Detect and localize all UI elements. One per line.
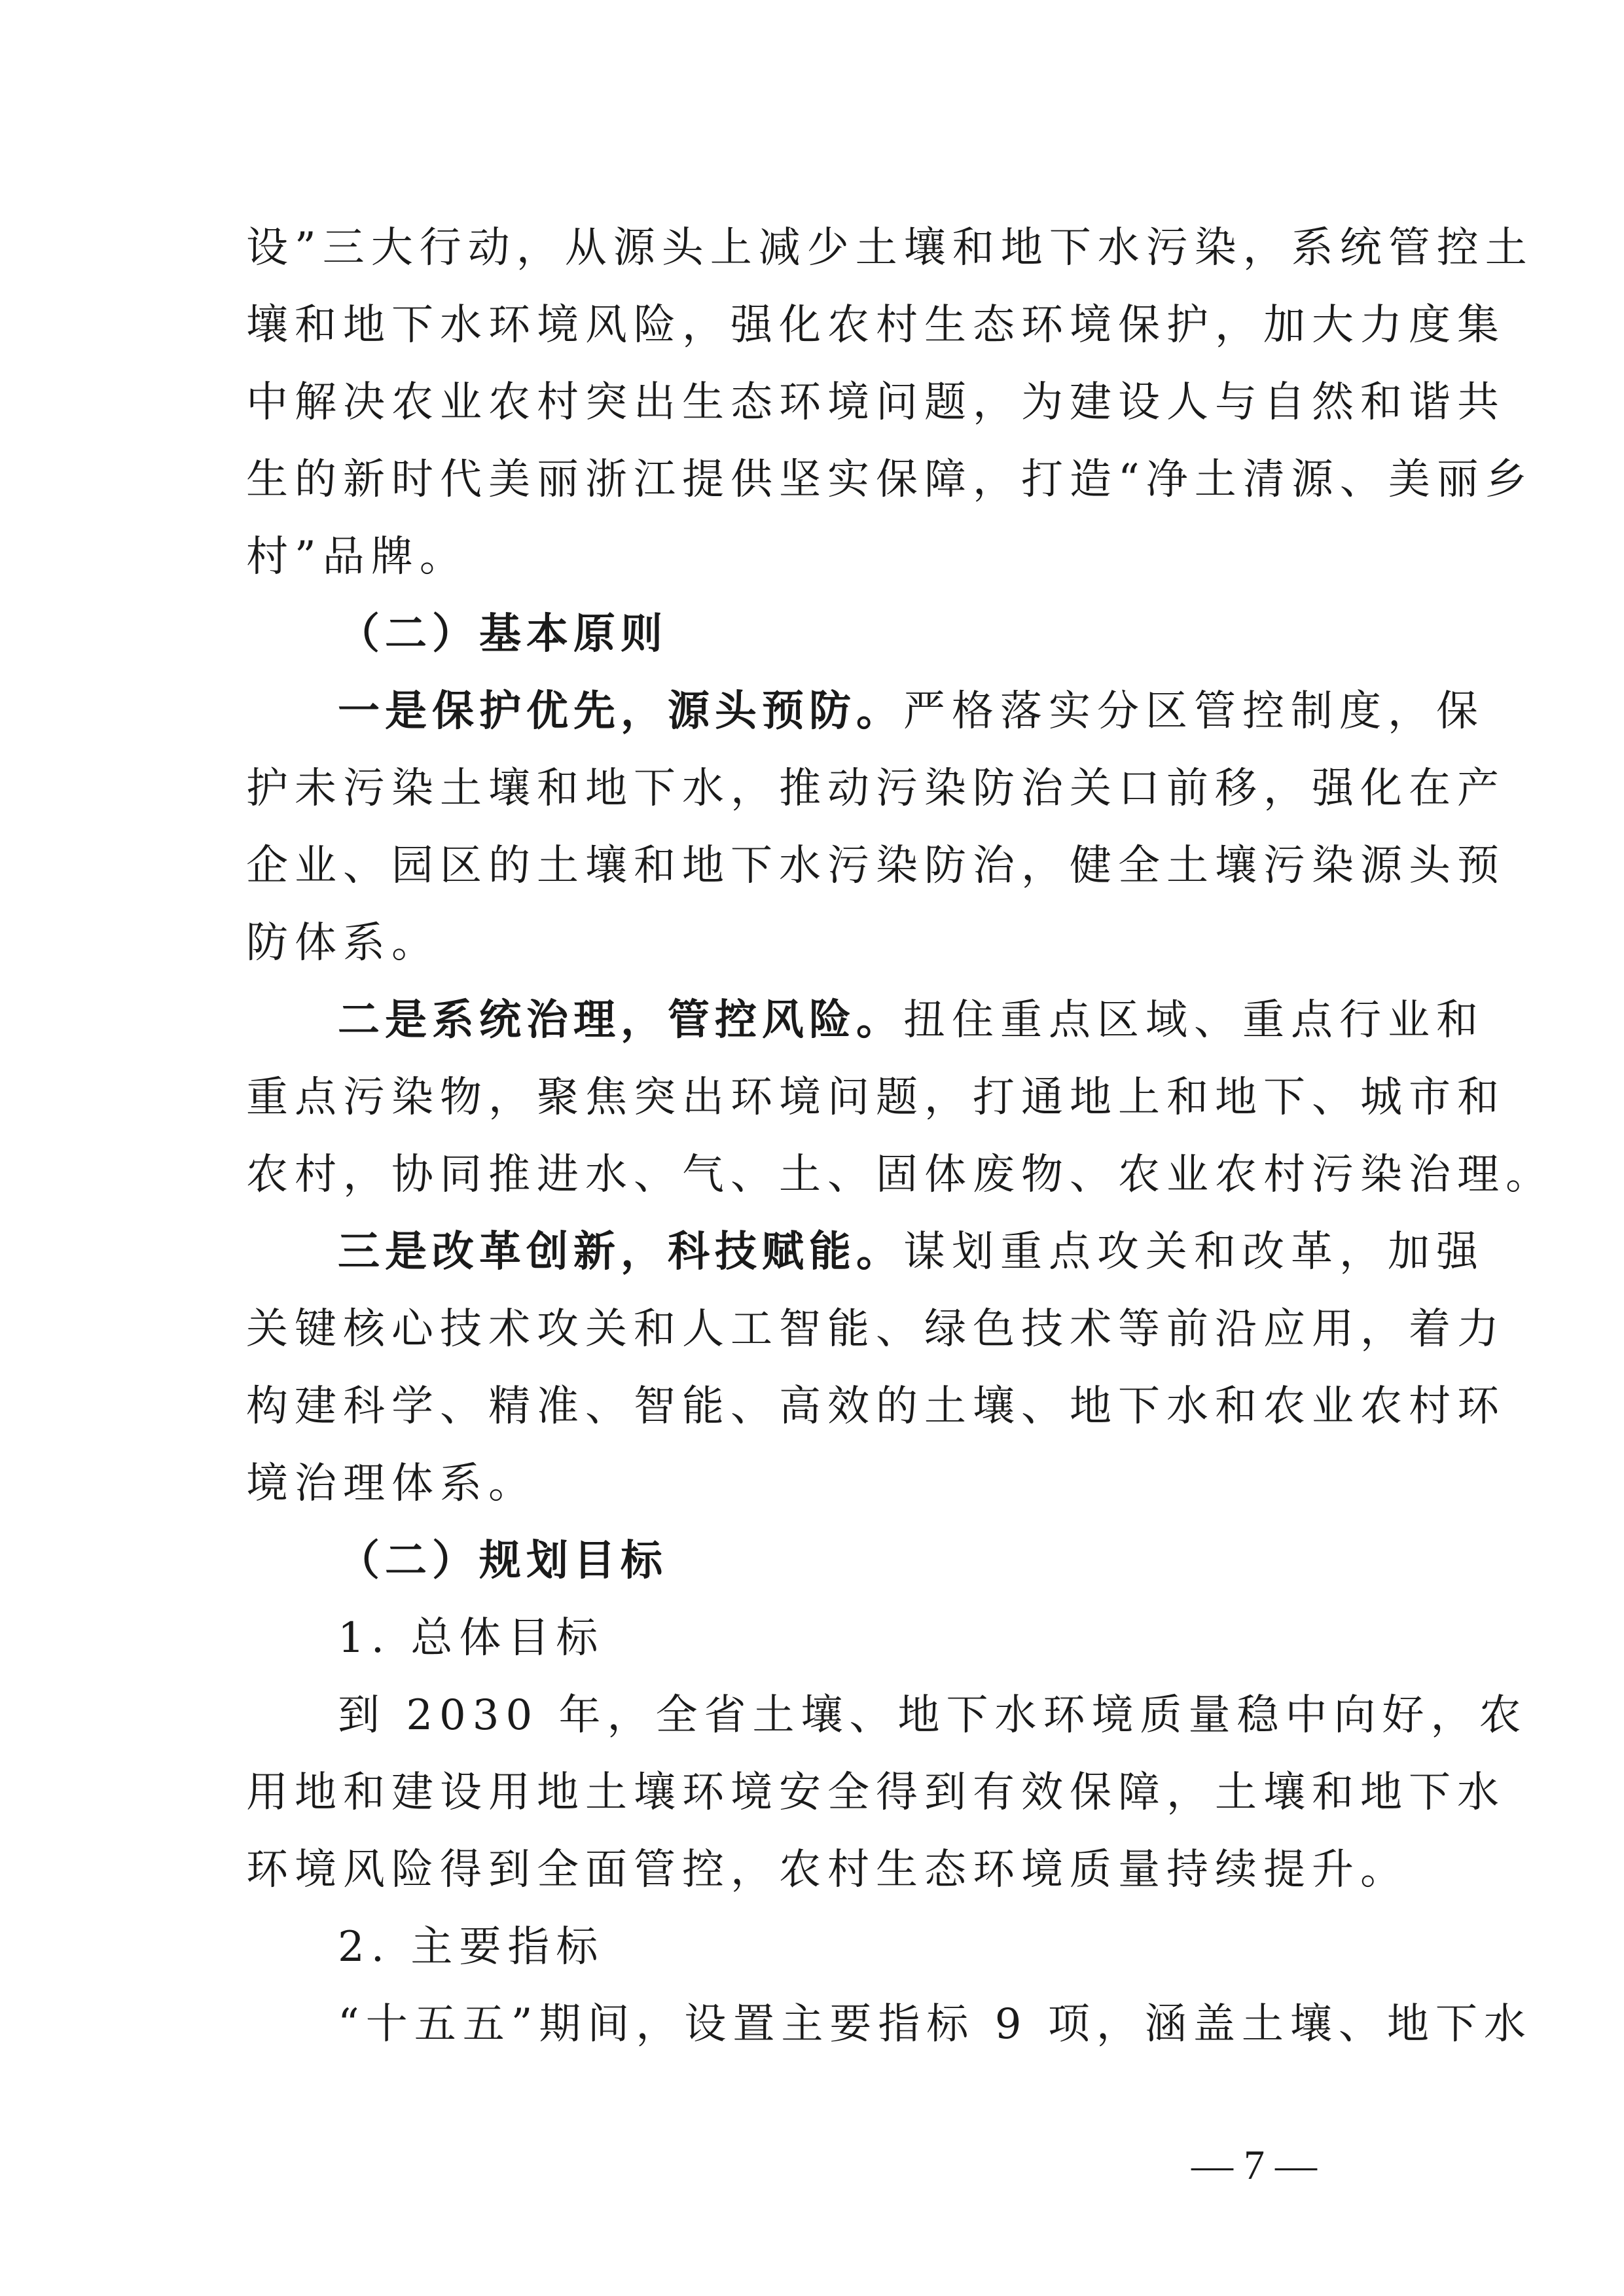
principle-paragraph [246, 982, 1485, 1059]
body-line: 企业、园区的土壤和地下水污染防治，健全土壤污染源头预 [246, 842, 1506, 890]
body-line: 重点污染物，聚焦突出环境问题，打通地上和地下、城市和 [246, 1073, 1506, 1122]
body-line: “十五五”期间，设置主要指标 9 项，涵盖土壤、地下水 [338, 2000, 1532, 2049]
document-body [246, 209, 1554, 2063]
principle-lead: 三是改革创新，科技赋能。 [338, 1228, 903, 1276]
body-line: 关键核心技术攻关和人工智能、绿色技术等前沿应用，着力 [246, 1305, 1506, 1354]
principle-text: 严格落实分区管控制度，保 [903, 687, 1485, 736]
goal-heading-indicators: 2. 主要指标 [338, 1923, 605, 1971]
body-line: 到 2030 年，全省土壤、地下水环境质量稳中向好，农 [338, 1691, 1528, 1740]
body-line: 中解决农业农村突出生态环境问题，为建设人与自然和谐共 [246, 378, 1506, 427]
body-line: 村”品牌。 [246, 533, 468, 581]
principle-text: 谋划重点攻关和改革，加强 [903, 1228, 1485, 1276]
body-line: 设”三大行动，从源头上减少土壤和地下水污染，系统管控土 [246, 224, 1534, 272]
principle-text: 扭住重点区域、重点行业和 [903, 996, 1485, 1045]
section-heading-principles: （二）基本原则 [338, 610, 668, 658]
body-line: 农村，协同推进水、气、土、固体废物、农业农村污染治理。 [246, 1151, 1554, 1199]
body-line: 构建科学、精准、智能、高效的土壤、地下水和农业农村环 [246, 1382, 1506, 1431]
body-line: 壤和地下水环境风险，强化农村生态环境保护，加大力度集 [246, 301, 1506, 350]
body-line: 境治理体系。 [246, 1460, 537, 1508]
principle-paragraph [246, 673, 1485, 750]
body-line: 生的新时代美丽浙江提供坚实保障，打造“净土清源、美丽乡 [246, 456, 1534, 504]
body-line: 护未污染土壤和地下水，推动污染防治关口前移，强化在产 [246, 764, 1506, 813]
principle-lead: 二是系统治理，管控风险。 [338, 996, 903, 1045]
principle-paragraph [246, 1213, 1485, 1291]
body-line: 用地和建设用地土壤环境安全得到有效保障，土壤和地下水 [246, 1768, 1506, 1817]
body-line: 防体系。 [246, 919, 440, 967]
section-heading-goals: （二）规划目标 [338, 1537, 668, 1585]
goal-heading-overall: 1. 总体目标 [338, 1614, 605, 1662]
page-number: — 7 — [1191, 2142, 1317, 2188]
body-line: 环境风险得到全面管控，农村生态环境质量持续提升。 [246, 1846, 1409, 1894]
principle-lead: 一是保护优先，源头预防。 [338, 687, 903, 736]
